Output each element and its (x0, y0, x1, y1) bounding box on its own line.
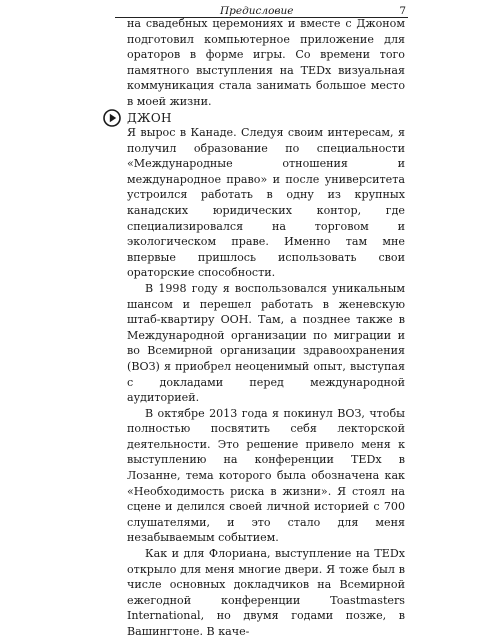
speaker-text-block (127, 125, 405, 640)
play-circle-icon (103, 109, 121, 127)
speaker-name: ДЖОН (127, 111, 172, 125)
body-paragraph: В октябре 2013 года я покинул ВОЗ, чтобы полностью посвятить себя лекторской деятельности. Это решение привело меня к выступлению на конференции TEDx в Лозанне, тема которого была обозначена как «Необходимость риска в жизни». Я стоял на сцене и делился своей личной историей с 700 слушателями, и это стало для меня незабываемым событием. (127, 406, 405, 545)
intro-text-block (127, 16, 405, 110)
running-title: Предисловие (220, 5, 294, 17)
body-paragraph: Я вырос в Канаде. Следуя своим интересам, я получил образование по специальности «Международные отношения и международное право» и после университета устроился работать в одну из крупных канадских юридических контор, где специализировался на торговом и экологическом праве. Именно там мне впервые пришлось использовать свои ораторские способности. (127, 126, 405, 280)
intro-paragraph: на свадебных церемониях и вместе с Джоном подготовил компьютерное приложение для ораторов в форме игры. Со времени того памятного выступления на TEDx визуальная коммуникация стала занимать большое место в моей жизни. (127, 17, 405, 108)
body-paragraph: В 1998 году я воспользовался уникальным шансом и перешел работать в женевскую штаб-квартиру ООН. Там, а позднее также в Международной организации по миграции и во Всемирной организации здравоохранения (ВОЗ) я приобрел неоценимый опыт, выступая с докладами перед международной аудиторией. (127, 281, 405, 405)
page-number: 7 (399, 5, 406, 17)
body-paragraph: Как и для Флориана, выступление на TEDx открыло для меня многие двери. Я тоже был в числе основных докладчиков на Всемирной ежегодной конференции Toastmasters International, но двумя годами позже, в Вашингтоне. В каче- (127, 547, 405, 638)
